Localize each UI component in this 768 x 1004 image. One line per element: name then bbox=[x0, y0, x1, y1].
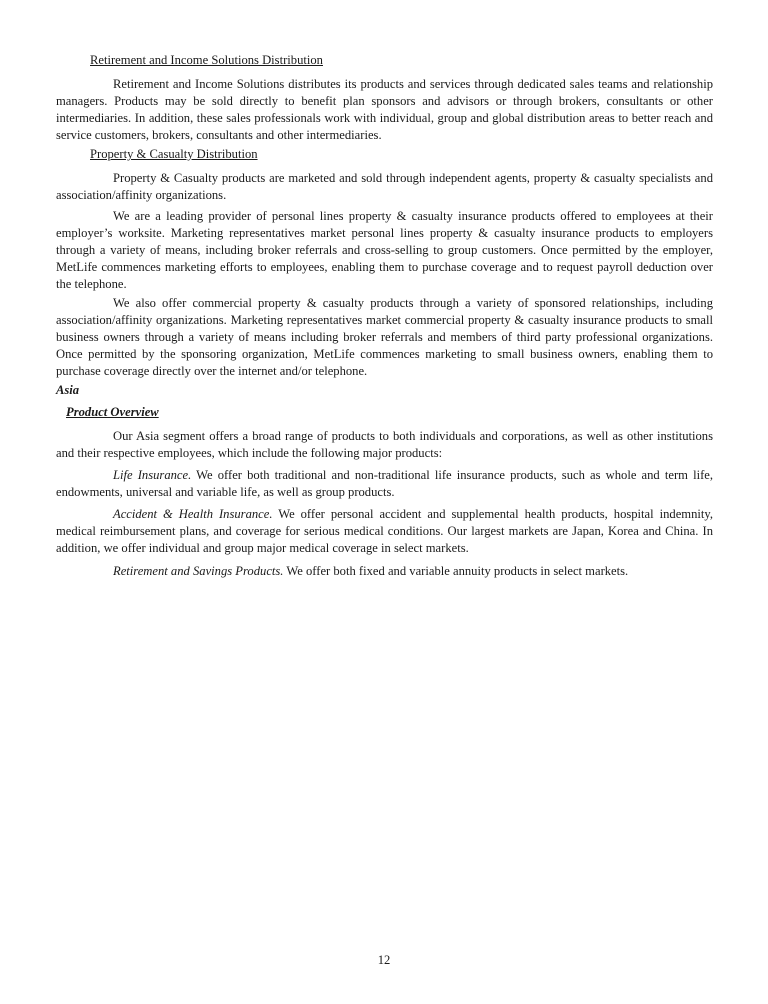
paragraph: Our Asia segment offers a broad range of products to both individuals and corporations, as well as other institutions and their respective employees, which include the following major products: bbox=[56, 429, 713, 460]
paragraph: Retirement and Income Solutions distributes its products and services through dedicated sales teams and relationship managers. Products may be sold directly to benefit plan sponsors and advisors or through brokers, consultants or other intermediaries. In addition, these sales professionals work with individual, group and global distribution areas to better reach and service customers, brokers, consultants and other intermediaries. bbox=[56, 77, 713, 142]
term-accident-health: Accident & Health Insurance. bbox=[113, 507, 273, 521]
term-life-insurance: Life Insurance. bbox=[113, 468, 192, 482]
paragraph-retirement-savings bbox=[56, 563, 713, 580]
text: We offer both fixed and variable annuity products in select markets. bbox=[283, 564, 629, 578]
page-number: 12 bbox=[377, 953, 391, 967]
paragraph-accident-health bbox=[56, 506, 713, 557]
term-retirement-savings: Retirement and Savings Products. bbox=[113, 564, 284, 578]
text: We offer personal accident and supplemental health products, hospital indemnity, medical reimbursement plans, and coverage for serious medical conditions. Our largest markets are Japan, Korea and China. In addition, we offer individual and group major medical coverage in select markets. bbox=[56, 507, 713, 555]
paragraph: Property & Casualty products are marketed and sold through independent agents, property & casualty specialists and association/affinity organizations. bbox=[56, 171, 713, 202]
paragraph: We are a leading provider of personal lines property & casualty insurance products offered to employees at their employer’s worksite. Marketing representatives market personal lines property & casualty insurance products to employers through a variety of means, including broker referrals and cross-selling to group customers. Once permitted by the employer, MetLife commences marketing efforts to employees, enabling them to purchase coverage and to request payroll deduction over the telephone. bbox=[56, 209, 713, 291]
section-heading-ris-distribution: Retirement and Income Solutions Distribution bbox=[90, 53, 323, 67]
text: We offer both traditional and non-traditional life insurance products, such as whole and term life, endowments, universal and variable life, as well as group products. bbox=[56, 468, 713, 499]
section-heading-pc-distribution: Property & Casualty Distribution bbox=[90, 147, 258, 161]
paragraph: We also offer commercial property & casualty products through a variety of sponsored relationships, including association/affinity organizations. Marketing representatives market commercial property & casualty insurance products to small business owners through a variety of means including broker referrals and members of third party professional organizations. Once permitted by the sponsoring organization, MetLife commences marketing to small business owners, enabling them to purchase coverage directly over the internet and/or telephone. bbox=[56, 296, 713, 378]
paragraph-life-insurance bbox=[56, 467, 713, 501]
section-heading-asia: Asia bbox=[56, 383, 80, 397]
subheading-product-overview: Product Overview bbox=[66, 405, 159, 419]
